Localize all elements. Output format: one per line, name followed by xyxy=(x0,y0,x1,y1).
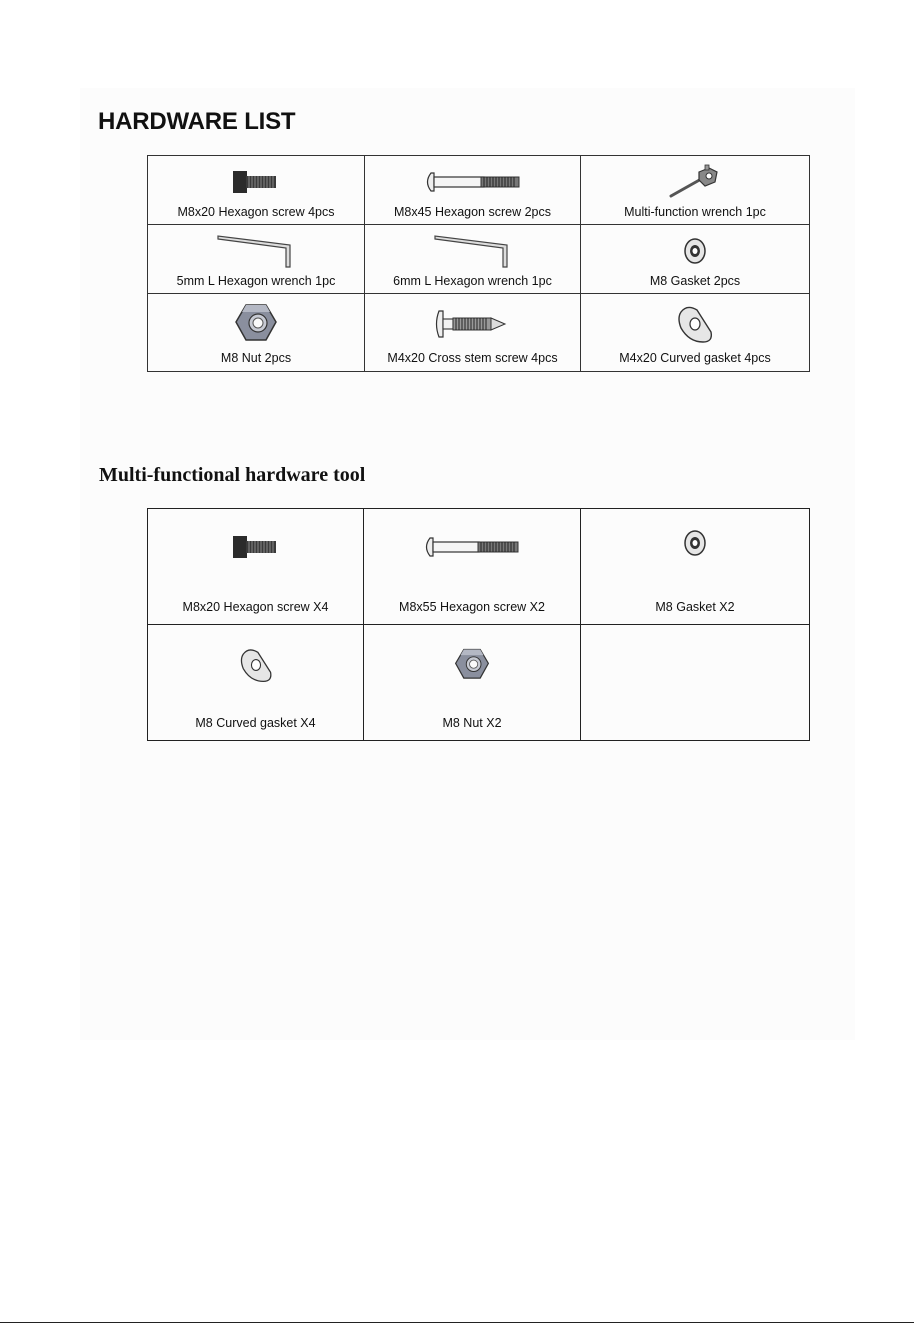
item-label: M8x20 Hexagon screw X4 xyxy=(182,600,329,614)
multi-functional-tool-title: Multi-functional hardware tool xyxy=(99,464,366,486)
hardware-list-table xyxy=(147,155,810,372)
table-cell xyxy=(581,225,810,294)
table-cell xyxy=(365,294,581,372)
table-cell xyxy=(148,625,364,741)
item-label: M8 Nut X2 xyxy=(442,716,502,730)
flat-washer-icon xyxy=(581,231,809,271)
table-cell xyxy=(148,156,365,225)
table-cell xyxy=(581,294,810,372)
l-wrench-icon xyxy=(148,231,364,271)
item-label: M8x55 Hexagon screw X2 xyxy=(399,600,545,614)
table-cell xyxy=(364,509,581,625)
hex-nut-icon xyxy=(148,300,364,348)
item-label: M4x20 Cross stem screw 4pcs xyxy=(387,351,558,365)
multi-wrench-icon xyxy=(581,162,809,202)
item-label: Multi-function wrench 1pc xyxy=(624,205,766,219)
item-label: M8 Gasket 2pcs xyxy=(649,274,741,288)
item-label: M4x20 Curved gasket 4pcs xyxy=(619,351,771,365)
table-cell xyxy=(365,156,581,225)
table-row xyxy=(148,625,810,741)
table-cell xyxy=(148,225,365,294)
hardware-list-title: HARDWARE LIST xyxy=(98,108,296,135)
table-cell xyxy=(365,225,581,294)
table-row xyxy=(148,294,810,372)
flat-washer-icon xyxy=(581,523,809,563)
l-wrench-icon xyxy=(365,231,580,271)
self-drilling-screw-icon xyxy=(365,300,580,348)
item-label: 6mm L Hexagon wrench 1pc xyxy=(393,274,552,288)
table-cell xyxy=(581,156,810,225)
table-cell xyxy=(364,625,581,741)
table-row xyxy=(148,225,810,294)
curved-washer-icon xyxy=(581,300,809,348)
hex-nut-icon xyxy=(364,645,580,685)
table-cell xyxy=(148,294,365,372)
table-row xyxy=(148,509,810,625)
long-hex-screw-icon xyxy=(365,162,580,202)
item-label: M8 Gasket X2 xyxy=(655,600,735,614)
table-row xyxy=(148,156,810,225)
table-cell xyxy=(581,509,810,625)
empty-table-cell xyxy=(581,625,810,741)
page-bottom-rule xyxy=(0,1322,914,1323)
multi-functional-tool-table xyxy=(147,508,810,741)
item-label: M8x45 Hexagon screw 2pcs xyxy=(393,205,552,219)
item-label: M8 Curved gasket X4 xyxy=(195,716,316,730)
item-label: 5mm L Hexagon wrench 1pc xyxy=(176,274,336,288)
curved-washer-icon xyxy=(148,645,363,685)
long-hex-screw-icon xyxy=(364,527,580,567)
item-label: M8 Nut 2pcs xyxy=(220,351,292,365)
short-hex-screw-icon xyxy=(148,162,364,202)
short-hex-screw-icon xyxy=(148,527,363,567)
table-cell xyxy=(148,509,364,625)
item-label: M8x20 Hexagon screw 4pcs xyxy=(177,205,335,219)
